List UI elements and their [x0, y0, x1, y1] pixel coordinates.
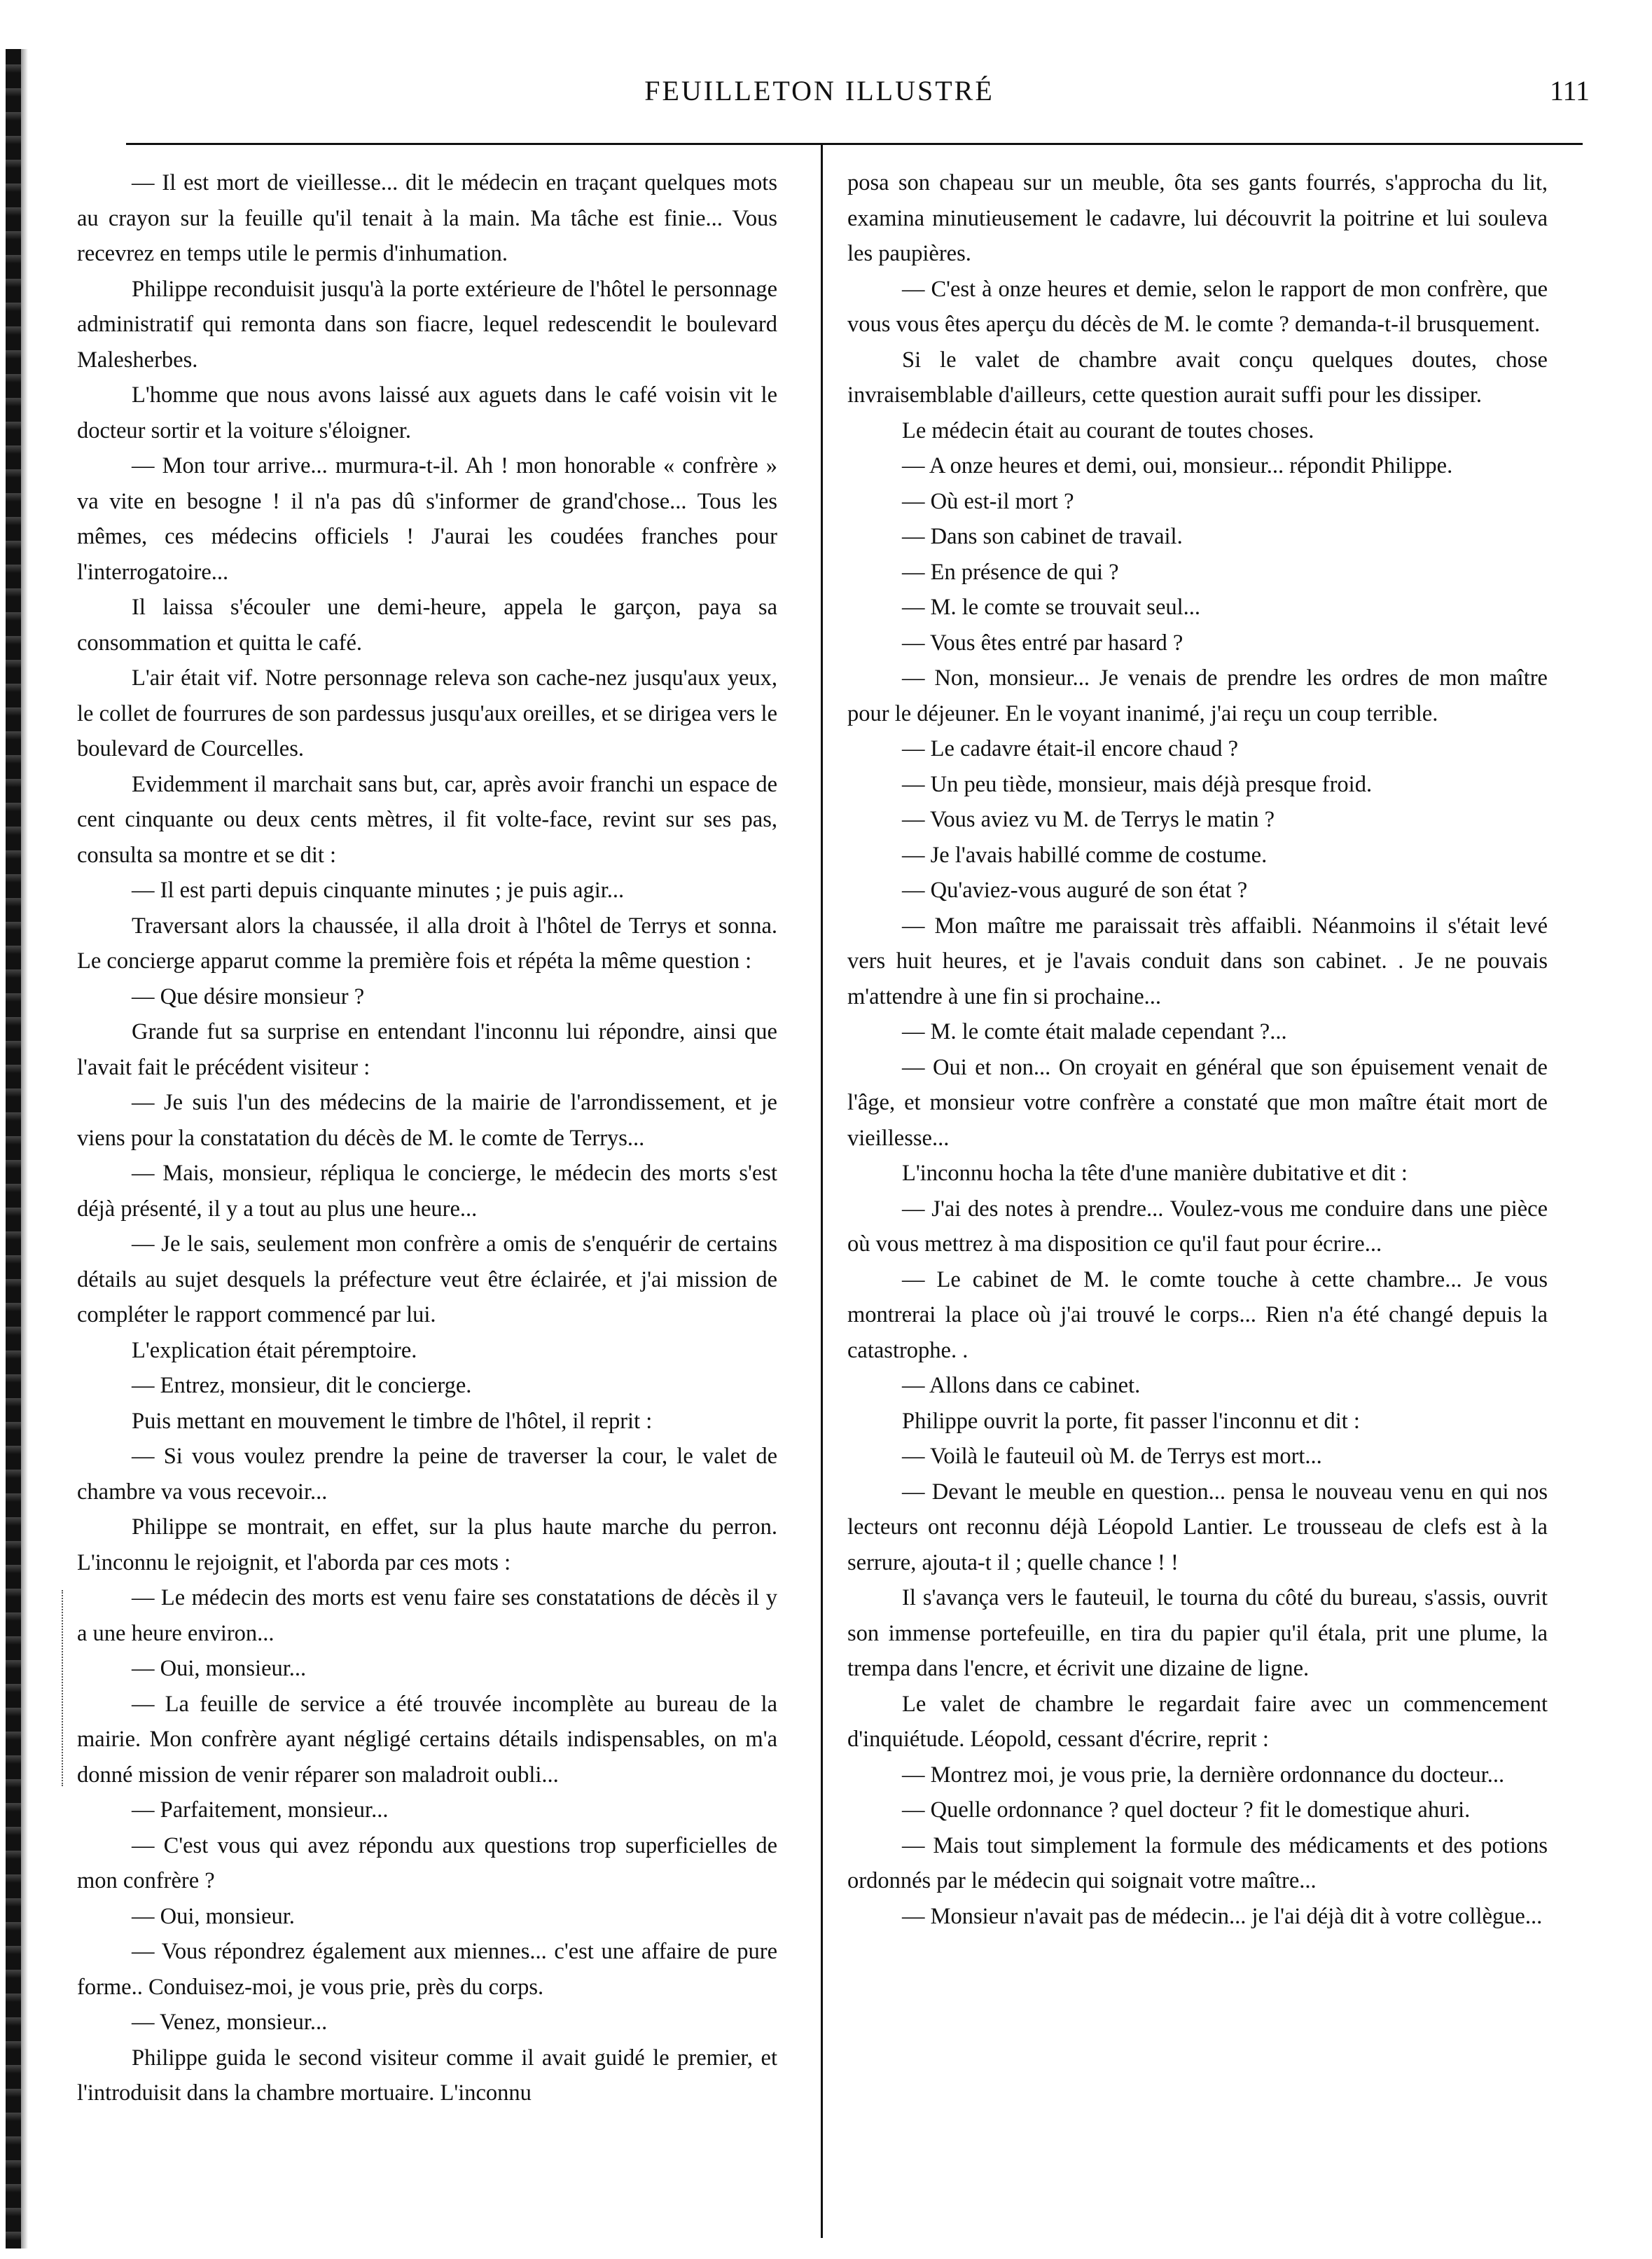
paragraph: L'inconnu hocha la tête d'une manière dubitative et dit :: [902, 1161, 1408, 1186]
paragraph: — C'est à onze heures et demie, selon le rapport de mon confrère, que vous vous êtes aperçu du décès de M. le comte ? demanda-t-il brusquement.: [847, 276, 1548, 337]
page-header: [49, 70, 1590, 126]
paragraph: — Oui et non... On croyait en général que son épuisement venait de l'âge, et monsieur votre confrère a constaté que mon maître était mort de vieillesse...: [847, 1054, 1548, 1151]
paragraph: Il laissa s'écouler une demi-heure, appela le garçon, paya sa consommation et quitta le café.: [77, 595, 777, 656]
paragraph: Il s'avança vers le fauteuil, le tourna du côté du bureau, s'assis, ouvrit son immense portefeuille, en tira du papier qu'il étala, prit une plume, la trempa dans l'encre, et écrivit une dizaine de ligne.: [847, 1585, 1548, 1681]
paragraph: — Mais tout simplement la formule des médicaments et des potions ordonnés par le médecin qui soignait votre maître...: [847, 1832, 1548, 1893]
page-binding-shadow: [21, 49, 28, 2248]
left-column: [77, 165, 777, 2111]
paragraph: Grande fut sa surprise en entendant l'inconnu lui répondre, ainsi que l'avait fait le précédent visiteur :: [77, 1019, 777, 1080]
paragraph-continued: posa son chapeau sur un meuble, ôta ses gants fourrés, s'approcha du lit, examina minutieusement le cadavre, lui découvrit la poitrine et lui souleva les paupières.: [847, 170, 1548, 266]
paragraph: — C'est vous qui avez répondu aux questions trop superficielles de mon confrère ?: [77, 1832, 777, 1893]
paragraph: Le valet de chambre le regardait faire avec un commencement d'inquiétude. Léopold, cessant d'écrire, reprit :: [847, 1691, 1548, 1752]
paragraph: — Entrez, monsieur, dit le concierge.: [132, 1373, 472, 1398]
paragraph: — Qu'aviez-vous auguré de son état ?: [902, 878, 1248, 903]
paragraph: — Montrez moi, je vous prie, la dernière ordonnance du docteur...: [902, 1762, 1505, 1788]
paragraph: — M. le comte était malade cependant ?...: [902, 1019, 1287, 1044]
paragraph: Le médecin était au courant de toutes choses.: [902, 417, 1314, 443]
paragraph: — Il est mort de vieillesse... dit le médecin en traçant quelques mots au crayon sur la feuille qu'il tenait à la main. Ma tâche est finie... Vous recevrez en temps utile le permis d'inhumation.: [77, 170, 777, 266]
paragraph: — Allons dans ce cabinet.: [902, 1373, 1141, 1398]
paragraph: — Dans son cabinet de travail.: [902, 524, 1183, 549]
paragraph: — Quelle ordonnance ? quel docteur ? fit le domestique ahuri.: [902, 1797, 1471, 1823]
paragraph: — Je le sais, seulement mon confrère a omis de s'enquérir de certains détails au sujet desquels la préfecture veut être éclairée, et j'ai mission de compléter le rapport commencé par lui.: [77, 1231, 777, 1327]
paragraph: — Le cabinet de M. le comte touche à cette chambre... Je vous montrerai la place où j'ai trouvé le corps... Rien n'a été changé depuis la catastrophe. .: [847, 1266, 1548, 1363]
paragraph: — En présence de qui ?: [902, 559, 1119, 585]
header-rule: [126, 143, 1583, 145]
paragraph: — Que désire monsieur ?: [132, 983, 365, 1009]
paragraph: — Voilà le fauteuil où M. de Terrys est mort...: [902, 1444, 1322, 1469]
paragraph: — M. le comte se trouvait seul...: [902, 595, 1201, 620]
paragraph: — Il est parti depuis cinquante minutes ; je puis agir...: [132, 878, 625, 903]
paragraph: — Mon maître me paraissait très affaibli. Néanmoins il s'était levé vers huit heures, et je l'avais conduit dans son cabinet. . Je ne pouvais m'attendre à une fin si prochaine...: [847, 913, 1548, 1009]
paragraph: Philippe se montrait, en effet, sur la plus haute marche du perron. L'inconnu le rejoignit, et l'aborda par ces mots :: [77, 1514, 777, 1575]
paragraph: Traversant alors la chaussée, il alla droit à l'hôtel de Terrys et sonna. Le concierge apparut comme la première fois et répéta la même question :: [77, 913, 777, 974]
page-binding-edge: [6, 49, 21, 2248]
paragraph: — Où est-il mort ?: [902, 488, 1074, 514]
paragraph: — Je suis l'un des médecins de la mairie de l'arrondissement, et je viens pour la constatation du décès de M. le comte de Terrys...: [77, 1090, 777, 1151]
paragraph: — Le médecin des morts est venu faire ses constatations de décès il y a une heure environ...: [77, 1585, 777, 1646]
paragraph: Philippe guida le second visiteur comme il avait guidé le premier, et l'introduisit dans la chambre mortuaire. L'inconnu: [77, 2045, 777, 2106]
paragraph: — La feuille de service a été trouvée incomplète au bureau de la mairie. Mon confrère ayant négligé certains détails indispensables, on m'a donné mission de venir réparer son maladroit oubli...: [77, 1691, 777, 1788]
paragraph: — Vous aviez vu M. de Terrys le matin ?: [902, 807, 1275, 832]
paragraph: — Oui, monsieur...: [132, 1656, 307, 1681]
paragraph: — Monsieur n'avait pas de médecin... je l'ai déjà dit à votre collègue...: [902, 1903, 1543, 1929]
paragraph: — J'ai des notes à prendre... Voulez-vous me conduire dans une pièce où vous mettrez à ma disposition ce qu'il faut pour écrire...: [847, 1196, 1548, 1257]
paragraph: — Oui, monsieur.: [132, 1903, 295, 1929]
paragraph: L'homme que nous avons laissé aux aguets dans le café voisin vit le docteur sortir et la voiture s'éloigner.: [77, 382, 777, 443]
paragraph: — A onze heures et demi, oui, monsieur... répondit Philippe.: [902, 453, 1453, 478]
paragraph: — Venez, monsieur...: [132, 2010, 328, 2035]
paragraph: Philippe ouvrit la porte, fit passer l'inconnu et dit :: [902, 1408, 1360, 1434]
paragraph: — Devant le meuble en question... pensa le nouveau venu en qui nos lecteurs ont reconnu déjà Léopold Lantier. Le trousseau de clefs est à la serrure, ajouta-t il ; quelle chance ! !: [847, 1479, 1548, 1575]
paragraph: — Le cadavre était-il encore chaud ?: [902, 736, 1238, 761]
page-number: 111: [1549, 75, 1590, 106]
paragraph: — Non, monsieur... Je venais de prendre les ordres de mon maître pour le déjeuner. En le voyant inanimé, j'ai reçu un coup terrible.: [847, 665, 1548, 726]
paragraph: Philippe reconduisit jusqu'à la porte extérieure de l'hôtel le personnage administratif qui remonta dans son fiacre, lequel redescendit le boulevard Malesherbes.: [77, 276, 777, 373]
paragraph: — Je l'avais habillé comme de costume.: [902, 842, 1268, 868]
paragraph: — Si vous voulez prendre la peine de traverser la cour, le valet de chambre va vous recevoir...: [77, 1444, 777, 1505]
paragraph: — Vous répondrez également aux miennes... c'est une affaire de pure forme.. Conduisez-moi, je vous prie, près du corps.: [77, 1939, 777, 2000]
paragraph: — Mon tour arrive... murmura-t-il. Ah ! mon honorable « confrère » va vite en besogne ! il n'a pas dû s'informer de grand'chose... Tous les mêmes, ces médecins officiels ! J'aurai les coudées franches pour l'interrogatoire...: [77, 453, 777, 585]
paragraph: Si le valet de chambre avait conçu quelques doutes, chose invraisemblable d'ailleurs, cette question aurait suffi pour les dissiper.: [847, 347, 1548, 408]
paragraph: — Vous êtes entré par hasard ?: [902, 630, 1184, 656]
paragraph: Puis mettant en mouvement le timbre de l'hôtel, il reprit :: [132, 1408, 653, 1434]
paragraph: Evidemment il marchait sans but, car, après avoir franchi un espace de cent cinquante ou deux cents mètres, il fit volte-face, revint sur ses pas, consulta sa montre et se dit :: [77, 771, 777, 868]
paragraph: L'air était vif. Notre personnage releva son cache-nez jusqu'aux yeux, le collet de fourrures de son pardessus jusqu'aux oreilles, et se dirigea vers le boulevard de Courcelles.: [77, 665, 777, 761]
paragraph: L'explication était péremptoire.: [132, 1337, 417, 1363]
paragraph: — Un peu tiède, monsieur, mais déjà presque froid.: [902, 771, 1373, 797]
running-title: FEUILLETON ILLUSTRÉ: [644, 75, 994, 106]
right-column: [847, 165, 1548, 1934]
column-divider: [821, 144, 823, 2238]
margin-dotted-mark: [62, 1590, 64, 1786]
paragraph: — Mais, monsieur, répliqua le concierge, le médecin des morts s'est déjà présenté, il y a tout au plus une heure...: [77, 1161, 777, 1222]
paragraph: — Parfaitement, monsieur...: [132, 1797, 389, 1823]
